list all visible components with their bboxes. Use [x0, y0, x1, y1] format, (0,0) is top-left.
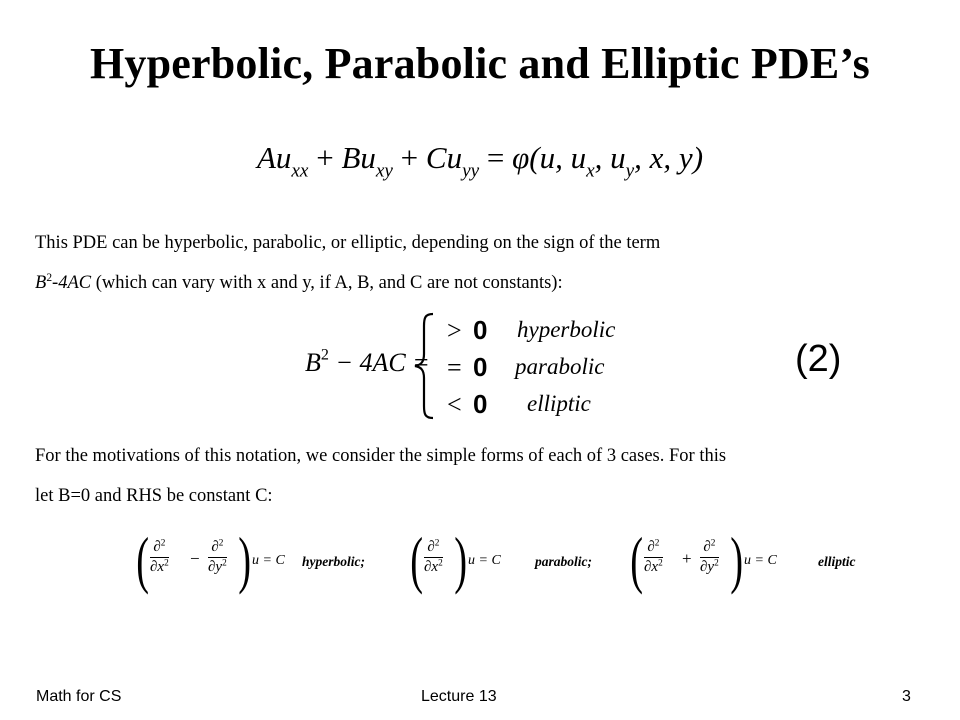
case-2-zero: 0 [473, 352, 488, 382]
paragraph-1-line-1: This PDE can be hyperbolic, parabolic, or elliptic, depending on the sign of the term [35, 233, 661, 253]
plus-sign: + [682, 549, 692, 568]
parabolic-form: ( $\frac{\partial^2}{\partial x^2}$ ) u = C parabolic; [410, 524, 592, 595]
slide-title: Hyperbolic, Parabolic and Elliptic PDE’s [89, 39, 871, 88]
elliptic-label: elliptic [818, 554, 856, 569]
pde-plus-1: + [316, 140, 334, 175]
elliptic-fraction-y: $\frac{\partial^2}{\partial y^2}$ [700, 538, 719, 575]
case-2-symbol: = [447, 353, 462, 382]
elliptic-rhs: u = C [744, 553, 777, 568]
discriminant-lhs: $B^2 - 4AC$ = [305, 346, 430, 377]
hyperbolic-label: hyperbolic; [302, 554, 365, 569]
parabolic-label: parabolic; [535, 554, 592, 569]
case-1-symbol: > [447, 316, 462, 345]
pde-term-b: $Bu_{xy}$ [341, 140, 393, 182]
general-pde-equation [0, 140, 960, 182]
pde-rhs: φ(u, $u_x$, $u_y$, x, y) [512, 140, 704, 182]
case-3-name: elliptic [527, 391, 591, 416]
footer-lecture: Lecture 13 [421, 688, 497, 705]
parabolic-fraction-x: $\frac{\partial^2}{\partial x^2}$ [424, 538, 443, 575]
equation-number: (2) [795, 338, 842, 380]
paragraph-2-line-2: let B=0 and RHS be constant C: [35, 486, 273, 506]
case-3-zero: 0 [473, 389, 488, 419]
hyperbolic-rhs: u = C [252, 553, 285, 568]
case-2-name: parabolic [515, 354, 605, 379]
elliptic-fraction-x: $\frac{\partial^2}{\partial x^2}$ [644, 538, 663, 575]
paragraph-1-line-2: $B^2-4AC$ (which can vary with x and y, if A, B, and C are not constants): [35, 271, 563, 293]
hyperbolic-fraction-x: $\frac{\partial^2}{\partial x^2}$ [150, 538, 169, 575]
pde-term-a: $Au_{xx}$ [256, 140, 309, 182]
footer-course: Math for CS [36, 688, 122, 705]
case-1-zero: 0 [473, 315, 488, 345]
parabolic-rhs: u = C [468, 553, 501, 568]
left-brace-icon [409, 312, 439, 420]
footer-page-number: 3 [902, 688, 911, 705]
pde-term-c: $Cu_{yy}$ [425, 140, 480, 182]
hyperbolic-fraction-y: $\frac{\partial^2}{\partial y^2}$ [208, 538, 227, 575]
elliptic-form: ( $\frac{\partial^2}{\partial x^2}$ + $\frac{\partial^2}{\partial y^2}$ ) u = C elliptic [630, 524, 856, 595]
pde-equals: = [486, 140, 505, 175]
pde-plus-2: + [400, 140, 419, 175]
paragraph-2-line-1: For the motivations of this notation, we consider the simple forms of each of 3 cases. For this [35, 446, 727, 466]
hyperbolic-form: ( $\frac{\partial^2}{\partial x^2}$ − $\frac{\partial^2}{\partial y^2}$ ) u = C hyperbolic; [136, 524, 365, 595]
case-3-symbol: < [447, 390, 462, 419]
minus-sign: − [190, 549, 200, 568]
case-1-name: hyperbolic [517, 317, 616, 342]
discriminant-cases [305, 312, 645, 422]
